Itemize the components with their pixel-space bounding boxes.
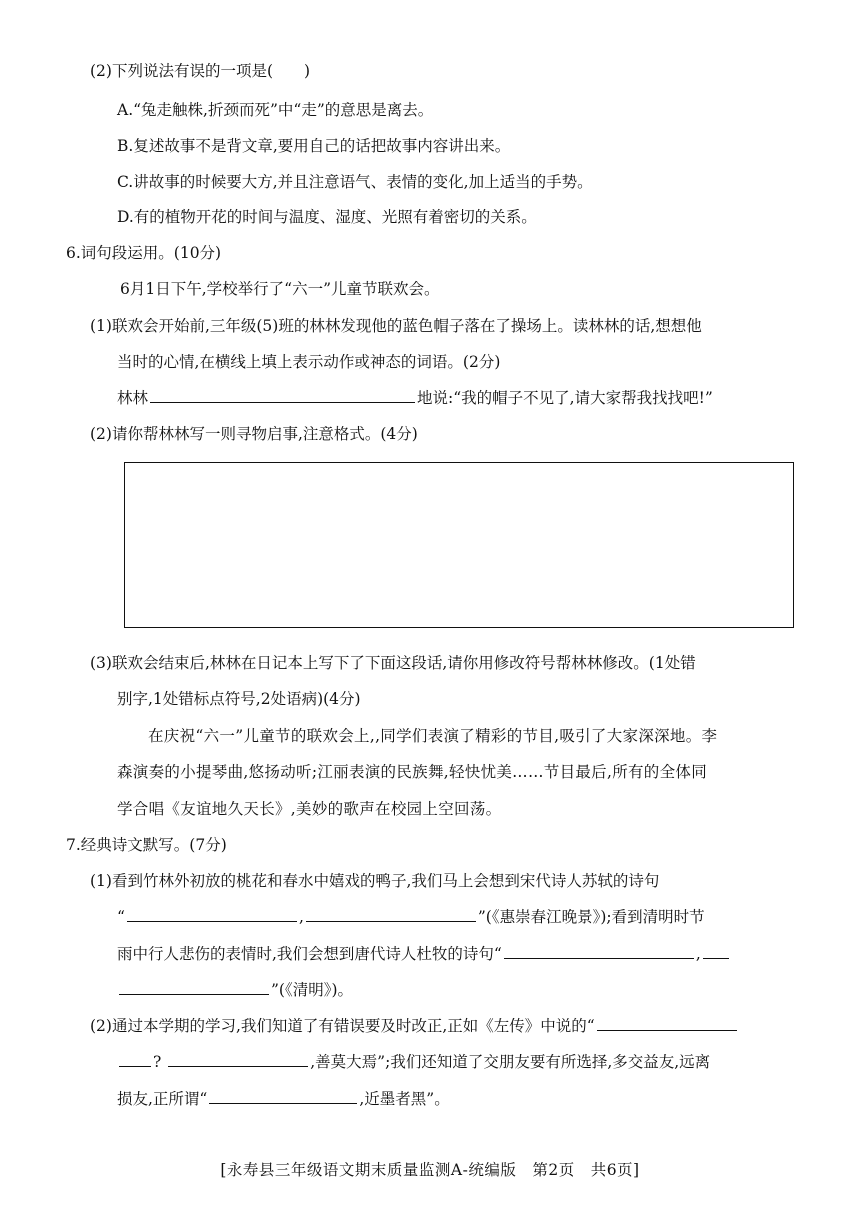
page-footer: [永寿县三年级语文期末质量监测A-统编版 第2页 共6页] — [220, 1161, 640, 1179]
q7-s1-line3-text: 雨中行人悲伤的表情时,我们会想到唐代诗人杜牧的诗句“ — [117, 945, 502, 963]
classic-blank-3[interactable] — [209, 1087, 357, 1104]
diary-paragraph-line2: 森演奏的小提琴曲,悠扬动听;江丽表演的民族舞,轻快忧美……节目最后,所有的全体同 — [117, 763, 708, 781]
poem-blank-1[interactable] — [127, 905, 297, 922]
q7-s1-line4-rest: ”(《清明》)。 — [271, 981, 354, 999]
q7-s1-line2 — [117, 905, 705, 929]
q6-sub1-suffix: 地说:“我的帽子不见了,请大家帮我找找吧!” — [417, 389, 713, 407]
poem-blank-4-start[interactable] — [703, 942, 729, 959]
q5-2-option-a: A.“兔走触株,折颈而死”中“走”的意思是离去。 — [117, 101, 434, 119]
q7-s2-line1 — [90, 1014, 739, 1038]
q5-2-option-c: C.讲故事的时候要大方,并且注意语气、表情的变化,加上适当的手势。 — [117, 173, 593, 191]
comma: , — [695, 945, 701, 963]
q7-title: 7.经典诗文默写。(7分) — [66, 836, 227, 854]
open-quote: “ — [117, 908, 125, 926]
q5-2-stem: (2)下列说法有误的一项是( ) — [90, 62, 311, 80]
q7-s1-line4 — [117, 978, 353, 1002]
q6-intro: 6月1日下午,学校举行了“六一”儿童节联欢会。 — [120, 280, 440, 298]
q6-sub2: (2)请你帮林林写一则寻物启事,注意格式。(4分) — [90, 425, 418, 443]
q6-sub1-line1: (1)联欢会开始前,三年级(5)班的林林发现他的蓝色帽子落在了操场上。读林林的话,想想他 — [90, 317, 702, 335]
q7-s2-line3-start: 损友,正所谓“ — [117, 1090, 208, 1108]
q6-sub3-line1: (3)联欢会结束后,林林在日记本上写下了下面这段话,请你用修改符号帮林林修改。(1处错 — [90, 654, 696, 672]
q7-s2-line3 — [117, 1087, 450, 1111]
classic-blank-2[interactable] — [168, 1050, 308, 1067]
q6-sub1-line2: 当时的心情,在横线上填上表示动作或神态的词语。(2分) — [117, 353, 501, 371]
q7-s2-line3-rest: ,近墨者黑”。 — [359, 1090, 450, 1108]
q5-2-option-b: B.复述故事不是背文章,要用自己的话把故事内容讲出来。 — [117, 137, 511, 155]
notice-answer-box[interactable] — [124, 462, 794, 628]
q7-s2-line2 — [117, 1050, 710, 1074]
classic-blank-1-start[interactable] — [597, 1014, 737, 1031]
q7-s2-line2-rest: ,善莫大焉”;我们还知道了交朋友要有所选择,多交益友,远离 — [310, 1053, 711, 1071]
q7-s1-line1: (1)看到竹林外初放的桃花和春水中嬉戏的鸭子,我们马上会想到宋代诗人苏轼的诗句 — [90, 872, 660, 890]
poem-blank-4-end[interactable] — [119, 978, 269, 995]
q6-sub1-answer-line — [117, 386, 713, 410]
q6-title: 6.词句段运用。(10分) — [66, 244, 222, 262]
q7-s1-line2-rest: ”(《惠崇春江晚景》);看到清明时节 — [477, 908, 705, 926]
diary-paragraph-line1: 在庆祝“六一”儿童节的联欢会上,,同学们表演了精彩的节目,吸引了大家深深地。李 — [148, 727, 718, 745]
poem-blank-3[interactable] — [504, 942, 694, 959]
q6-sub3-line2: 别字,1处错标点符号,2处语病)(4分) — [117, 690, 361, 708]
q6-sub1-blank[interactable] — [150, 386, 415, 403]
comma: , — [298, 908, 304, 926]
q7-s2-line1-text: (2)通过本学期的学习,我们知道了有错误要及时改正,正如《左传》中说的“ — [90, 1017, 595, 1035]
diary-paragraph-line3: 学合唱《友谊地久天长》,美妙的歌声在校园上空回荡。 — [117, 800, 502, 818]
classic-blank-1-end[interactable] — [119, 1050, 151, 1067]
q5-2-option-d: D.有的植物开花的时间与温度、湿度、光照有着密切的关系。 — [117, 208, 537, 226]
q6-sub1-prefix: 林林 — [117, 389, 149, 407]
q7-s1-line3 — [117, 942, 731, 966]
question-mark: ? — [153, 1053, 162, 1071]
poem-blank-2[interactable] — [306, 905, 476, 922]
